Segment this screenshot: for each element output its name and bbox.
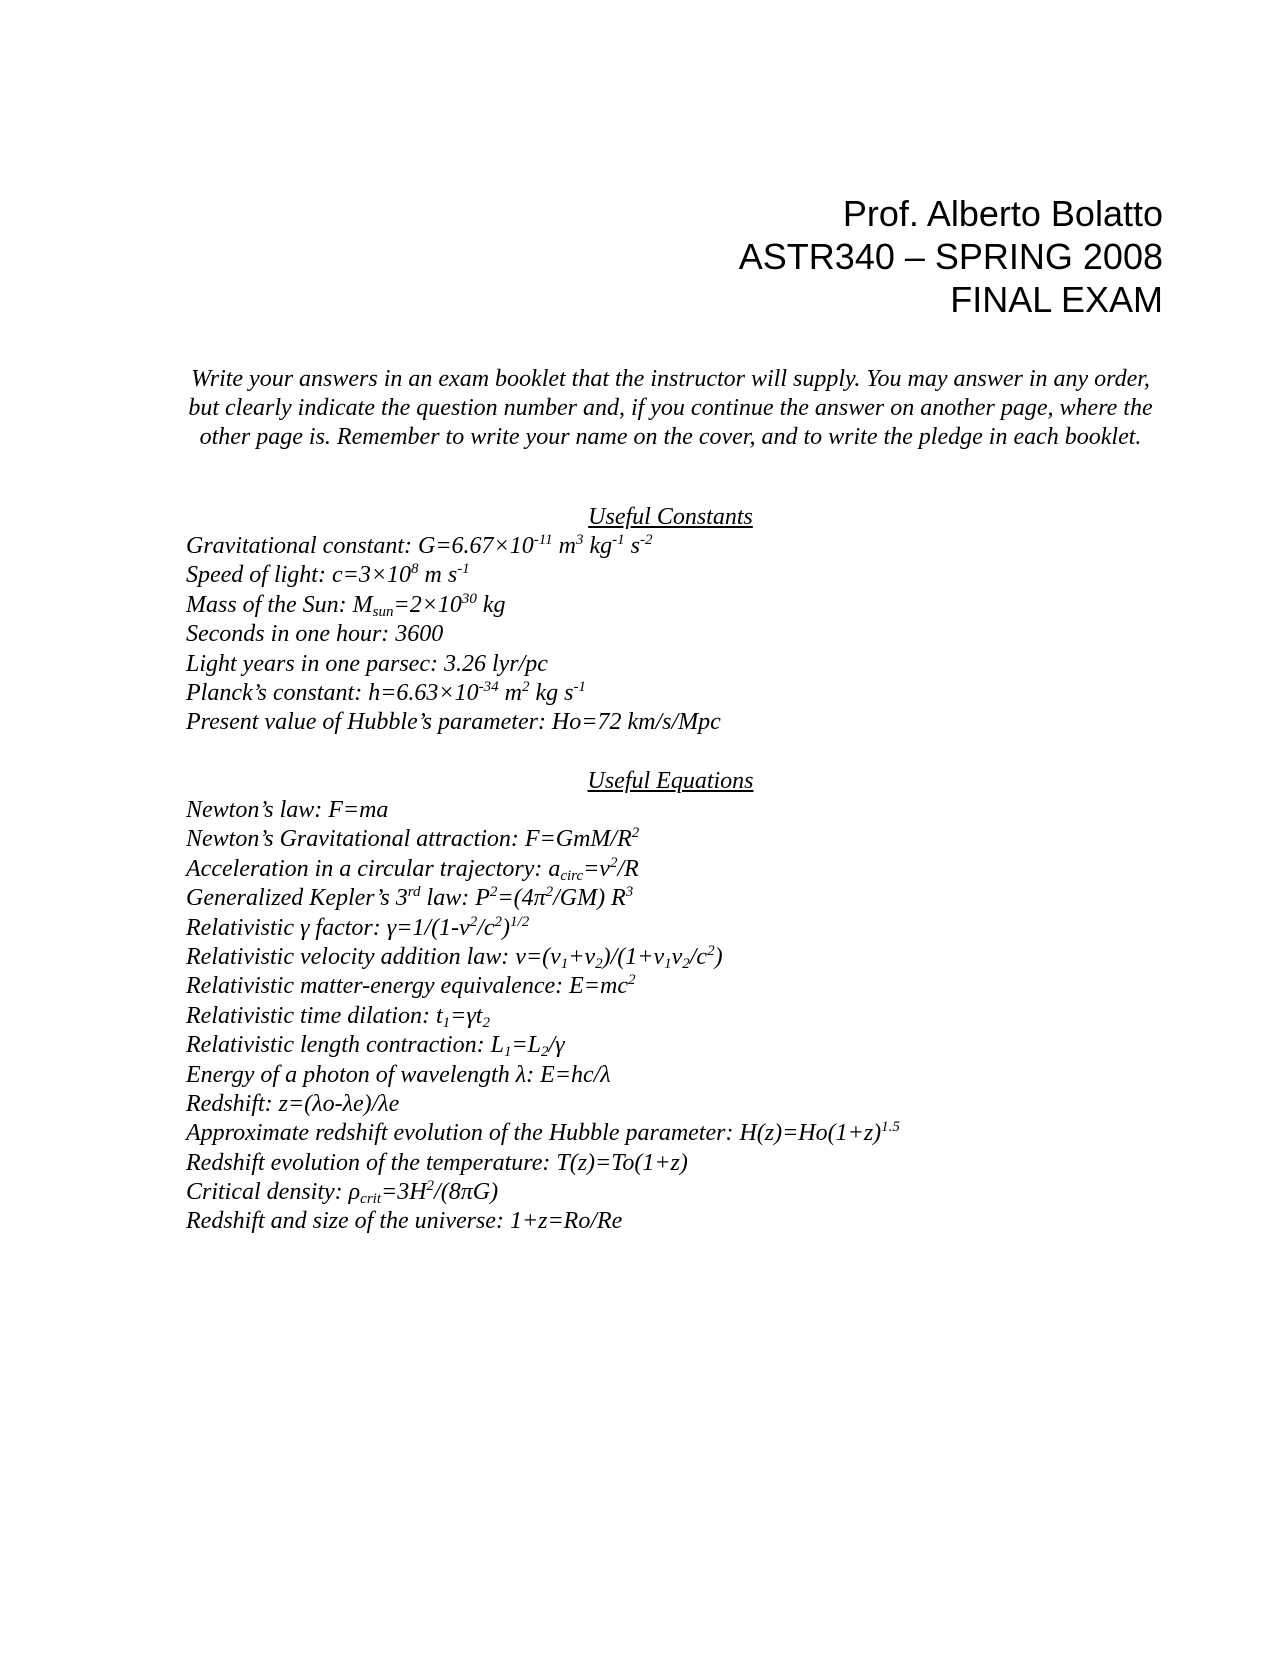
constant-speed-of-light: Speed of light: $c=3\times 10^8$ m $s^{-1}$	[186, 561, 470, 589]
constant-light-years-per-parsec: Light years in one parsec: 3.26 lyr/pc	[186, 650, 548, 677]
equations-list	[186, 796, 1186, 1237]
equation-keplers-third-law: Generalized Kepler’s 3rd law: $P^2=(4\pi^2/GM)$ $R^3$	[186, 884, 634, 912]
equation-photon-energy: Energy of a photon of wavelength λ: E=hc/λ	[186, 1061, 611, 1088]
equation-temperature-evolution: Redshift evolution of the temperature: T(z)=To(1+z)	[186, 1149, 688, 1176]
equation-gravitational-attraction: Newton’s Gravitational attraction: $F=GmM/R^2$	[186, 825, 640, 853]
exam-instructions: Write your answers in an exam booklet that the instructor will supply. You may answer in any order, but clearly indicate the question number and, if you continue the answer on another page, where the other page is. Remember to write your name on the cover, and to write the pledge in each booklet.	[188, 366, 1153, 450]
course-title: ASTR340 – SPRING 2008	[738, 236, 1163, 277]
equation-circular-acceleration: Acceleration in a circular trajectory: $a_{circ}=v^2/R$	[186, 854, 639, 884]
equation-hubble-evolution: Approximate redshift evolution of the Hubble parameter: $H(z)=Ho(1+z)^{1.5}$	[186, 1119, 900, 1147]
equation-mass-energy: Relativistic matter-energy equivalence: $E=mc^2$	[186, 972, 636, 1000]
constant-hubble: Present value of Hubble’s parameter: Ho=72 km/s/Mpc	[186, 709, 721, 736]
equation-newtons-law: Newton’s law: F=ma	[186, 797, 389, 823]
constant-seconds-in-hour: Seconds in one hour: 3600	[186, 621, 444, 648]
exam-title: FINAL EXAM	[950, 279, 1163, 320]
equation-redshift: Redshift: z=(λo-λe)/λe	[186, 1090, 400, 1117]
constant-gravitational: Gravitational constant: $G=6.67\times 10^{-11}$ $m^3$ $kg^{-1}$ $s^{-2}$	[186, 532, 653, 559]
constants-list	[186, 532, 1186, 738]
constant-mass-of-sun: Mass of the Sun: $M_{sun}=2\times 10^{30}$ kg	[186, 590, 506, 620]
equations-heading: Useful Equations	[587, 768, 754, 794]
exam-header	[739, 192, 1163, 321]
equation-length-contraction: Relativistic length contraction: $L_1=L_2/\gamma$	[186, 1032, 565, 1061]
equation-velocity-addition: Relativistic velocity addition law: $v=(v_1+v_2)/(1+v_1v_2/c^2)$	[186, 942, 723, 972]
constants-heading: Useful Constants	[588, 504, 753, 530]
constant-planck: Planck’s constant: $h=6.63\times 10^{-34}$ $m^2$ kg $s^{-1}$	[186, 678, 586, 706]
equation-time-dilation: Relativistic time dilation: $t_1=\gamma t_2$	[186, 1002, 490, 1031]
equation-gamma-factor: Relativistic γ factor: $\gamma=1/(1-v^2/c^2)^{1/2}$	[186, 913, 530, 941]
professor-name: Prof. Alberto Bolatto	[842, 193, 1163, 234]
equation-redshift-size: Redshift and size of the universe: 1+z=Ro/Re	[186, 1208, 623, 1235]
equation-critical-density: Critical density: $\rho_{crit}=3H^2/(8\pi G)$	[186, 1178, 499, 1208]
